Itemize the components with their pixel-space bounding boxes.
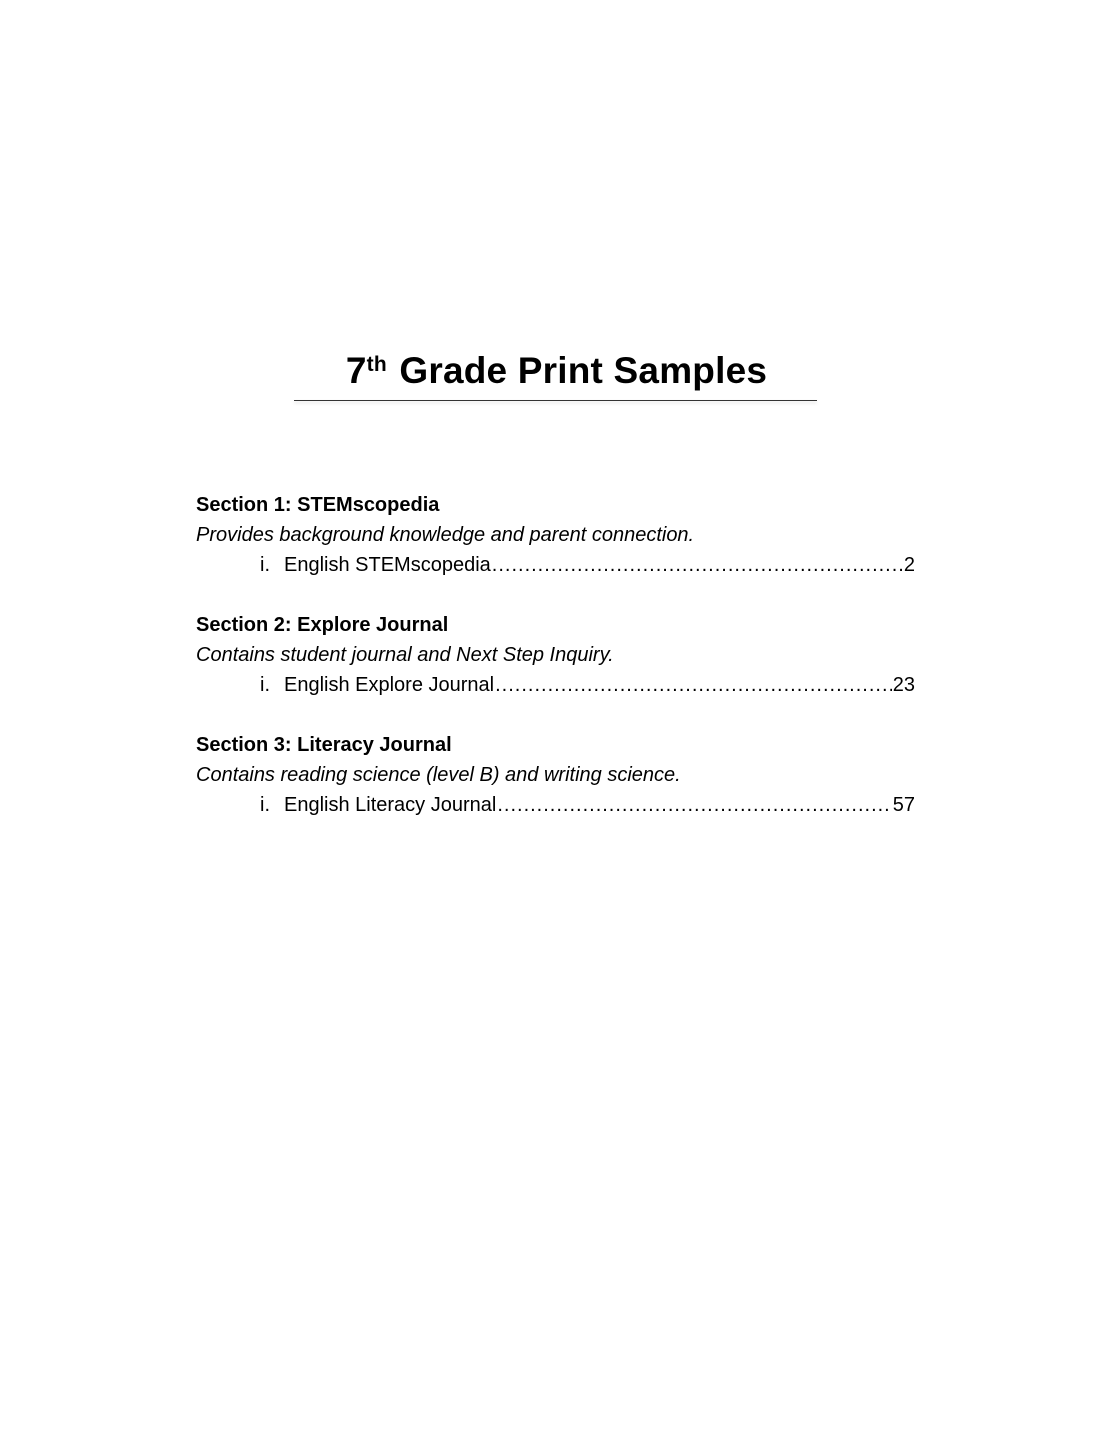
section-heading: Section 2: Explore Journal: [196, 614, 449, 636]
title-ordinal-suffix: th: [366, 352, 387, 376]
toc-entry[interactable]: [196, 550, 915, 580]
section-heading: Section 1: STEMscopedia: [196, 494, 440, 516]
entry-page-number: 23: [892, 674, 915, 696]
toc-section-2: [196, 610, 916, 700]
section-description: Contains student journal and Next Step Inquiry.: [196, 644, 614, 666]
page-title: [0, 345, 1113, 397]
toc-entry[interactable]: [196, 790, 915, 820]
section-description: Provides background knowledge and parent connection.: [196, 524, 695, 546]
title-divider: [294, 400, 817, 401]
title-ordinal-number: 7: [345, 349, 367, 391]
toc-entry[interactable]: [196, 670, 915, 700]
entry-label: English Explore Journal: [284, 674, 495, 696]
entry-page-number: 57: [892, 794, 915, 816]
section-heading: Section 3: Literacy Journal: [196, 734, 452, 756]
entry-numeral: i.: [260, 674, 270, 696]
entry-numeral: i.: [260, 794, 270, 816]
entry-label: English STEMscopedia: [284, 554, 491, 576]
title-text: Grade Print Samples: [399, 349, 768, 391]
toc-section-3: [196, 730, 916, 820]
dot-leader: [495, 670, 892, 700]
table-of-contents: [196, 490, 916, 850]
entry-label: English Literacy Journal: [284, 794, 497, 816]
dot-leader: [492, 550, 903, 580]
entry-numeral: i.: [260, 554, 270, 576]
toc-section-1: [196, 490, 916, 580]
section-description: Contains reading science (level B) and writing science.: [196, 764, 681, 786]
dot-leader: [497, 790, 891, 820]
entry-page-number: 2: [903, 554, 915, 576]
